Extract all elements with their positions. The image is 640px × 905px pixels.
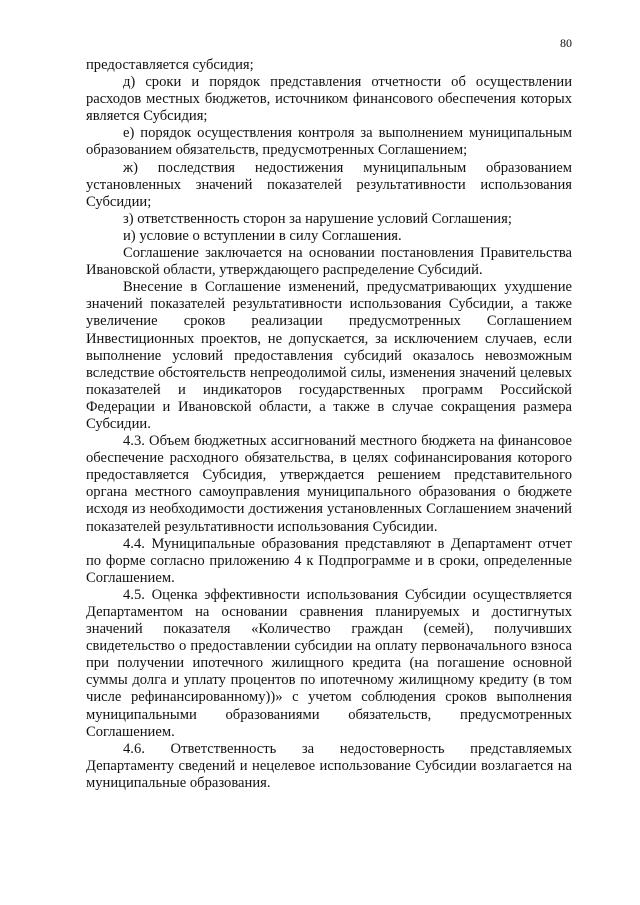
paragraph-item-d: д) сроки и порядок представления отчетности об осуществлении расходов местных бюджетов, источником финансового обеспечения которых является Субсидия; bbox=[86, 74, 572, 125]
paragraph-item-i: и) условие о вступлении в силу Соглашения. bbox=[123, 227, 402, 244]
paragraph-agreement-changes: Внесение в Соглашение изменений, предусматривающих ухудшение значений показателей результативности использования Субсидии, а также увеличение сроков реализации предусмотренных Соглашением Инвестиционных проектов, не допускается, за исключением случаев, если выполнение условий предоставления субсидий оказалось невозможным вследствие обстоятельств непреодолимой силы, изменения значений целевых показателей и индикаторов государственных программ Российской Федерации и Ивановской области, а также в случае сокращения размера Субсидии. bbox=[86, 279, 572, 432]
paragraph-item-zh: ж) последствия недостижения муниципальным образованием установленных значений показателей результативности использования Субсидии; bbox=[86, 159, 572, 210]
paragraph-section-4-5: 4.5. Оценка эффективности использования Субсидии осуществляется Департаментом на основании сравнения планируемых и достигнутых значений показателя «Количество граждан (семей), получивших свидетельство о предоставлении субсидии на оплату первоначального взноса при получении ипотечного жилищного кредита (на погашение основной суммы долга и уплату процентов по ипотечному жилищному кредиту (в том числе рефинансированному))» с учетом соблюдения сроков выполнения муниципальными образованиями обязательств, предусмотренных Соглашением. bbox=[86, 586, 572, 740]
paragraph-item-z: з) ответственность сторон за нарушение условий Соглашения; bbox=[123, 210, 512, 227]
paragraph-section-4-4: 4.4. Муниципальные образования представляют в Департамент отчет по форме согласно приложению 4 к Подпрограмме и в сроки, определенные Соглашением. bbox=[86, 535, 572, 586]
document-body bbox=[86, 57, 572, 792]
paragraph-item-e: е) порядок осуществления контроля за выполнением муниципальным образованием обязательств, предусмотренных Соглашением; bbox=[86, 125, 572, 159]
paragraph-section-4-3: 4.3. Объем бюджетных ассигнований местного бюджета на финансовое обеспечение расходного обязательства, в целях софинансирования которого предоставляется Субсидия, утверждается решением представительного органа местного самоуправления муниципального образования о бюджете исходя из необходимости достижения установленных Соглашением значений показателей результативности использования Субсидии. bbox=[86, 433, 572, 535]
paragraph-continuation: предоставляется субсидия; bbox=[86, 57, 254, 73]
paragraph-agreement-basis: Соглашение заключается на основании постановления Правительства Ивановской области, утверждающего распределение Субсидий. bbox=[86, 245, 572, 279]
page-number: 80 bbox=[560, 36, 572, 50]
paragraph-section-4-6: 4.6. Ответственность за недостоверность представляемых Департаменту сведений и нецелевое использование Субсидии возлагается на муниципальные образования. bbox=[86, 740, 572, 791]
